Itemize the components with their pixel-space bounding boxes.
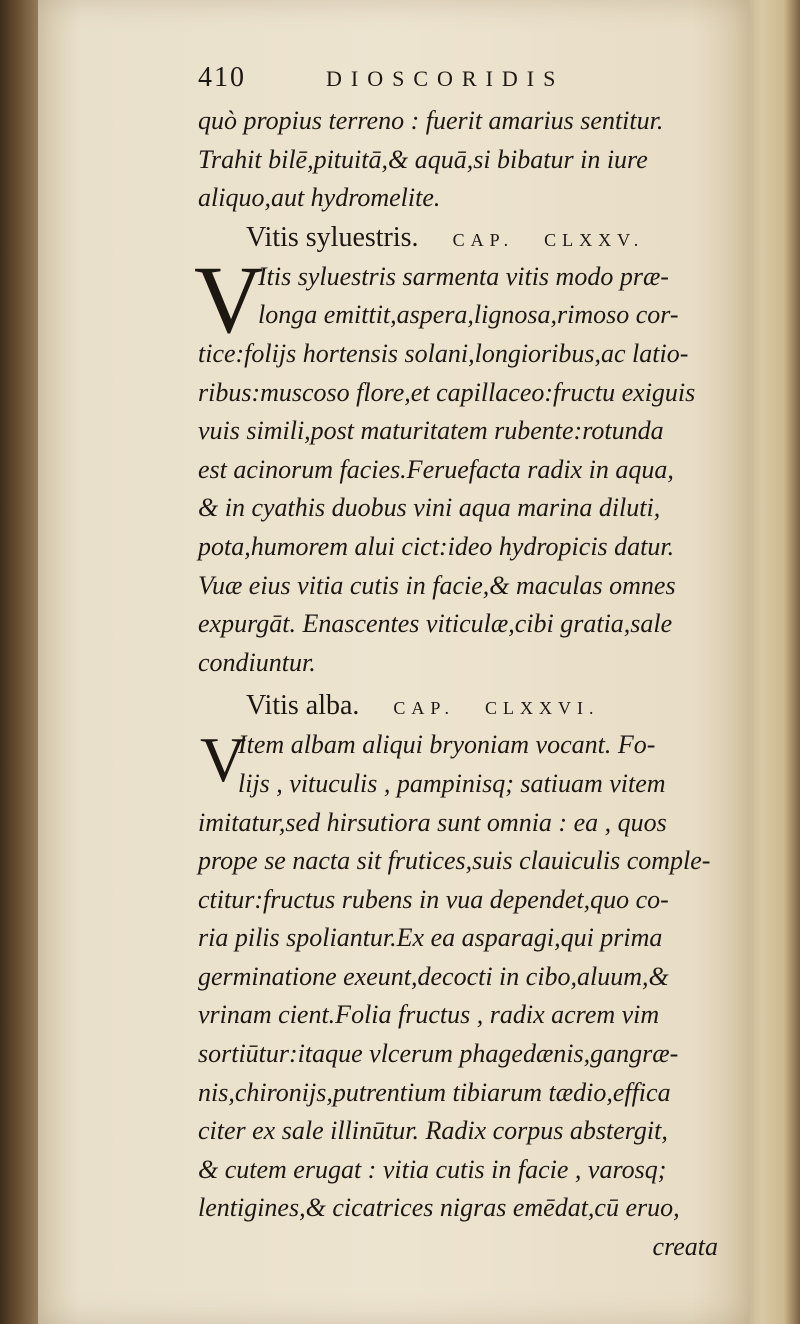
text-line: lentigines,& cicatrices nigras emēdat,cū eruo, bbox=[198, 1193, 680, 1223]
text-line: Vuæ eius vitia cutis in facie,& maculas omnes bbox=[198, 570, 676, 600]
text-line: & cutem erugat : vitia cutis in facie , varosq; bbox=[198, 1154, 667, 1184]
text-line: tice:folijs hortensis solani,longioribus,ac latio- bbox=[198, 338, 689, 368]
text-line: nis,chironijs,putrentium tibiarum tædio,effica bbox=[198, 1077, 671, 1107]
text-line: est acinorum facies.Feruefacta radix in aqua, bbox=[198, 454, 674, 484]
chapter-label: CAP. bbox=[452, 229, 515, 250]
paragraph bbox=[198, 726, 768, 1228]
section-heading bbox=[198, 686, 768, 726]
section-title: Vitis syluestris. bbox=[246, 221, 419, 253]
drop-capital: V bbox=[200, 724, 247, 796]
text-line: germinatione exeunt,decocti in cibo,aluum,& bbox=[198, 961, 669, 991]
chapter-number: CLXXVI. bbox=[484, 698, 600, 719]
text-line: sortiūtur:itaque vlcerum phagedænis,gangræ- bbox=[198, 1039, 679, 1069]
chapter-label: CAP. bbox=[393, 698, 455, 719]
section-title: Vitis alba. bbox=[246, 690, 360, 722]
text-line: ctitur:fructus rubens in vua dependet,quo co- bbox=[198, 884, 669, 914]
text-line: expurgāt. Enascentes viticulæ,cibi gratia,sale bbox=[198, 609, 673, 639]
page-number: 410 bbox=[198, 62, 246, 93]
text-block bbox=[194, 62, 768, 1267]
text-line: Item albam aliqui bryoniam vocant. Fo- bbox=[238, 730, 656, 760]
text-line: vrinam cient.Folia fructus , radix acrem vim bbox=[198, 1000, 660, 1030]
paragraph bbox=[194, 245, 768, 683]
text-line: prope se nacta sit frutices,suis clauiculis comple- bbox=[198, 846, 711, 876]
drop-capital: V bbox=[194, 245, 264, 353]
running-title: DIOSCORIDIS bbox=[326, 66, 565, 91]
text-line: vuis simili,post maturitatem rubente:rotunda bbox=[198, 416, 664, 446]
text-line: imitatur,sed hirsutiora sunt omnia : ea , quos bbox=[198, 807, 667, 837]
text-line: longa emittit,aspera,lignosa,rimoso cor- bbox=[258, 300, 679, 330]
catchword: creata bbox=[652, 1232, 718, 1262]
text-line: pota,humorem alui cict:ideo hydropicis datur. bbox=[198, 531, 675, 561]
text-line: quò propius terreno : fuerit amarius sentitur. bbox=[198, 106, 664, 135]
text-line: condiuntur. bbox=[198, 647, 316, 677]
chapter-number: CLXXV. bbox=[544, 229, 645, 250]
book-page bbox=[38, 0, 750, 1324]
text-line: Itis syluestris sarmenta vitis modo præ- bbox=[258, 261, 669, 291]
text-line: citer ex sale illinūtur. Radix corpus abstergit, bbox=[198, 1116, 668, 1146]
book-binding bbox=[0, 0, 42, 1324]
text-line: ribus:muscoso flore,et capillaceo:fructu exiguis bbox=[198, 377, 696, 407]
text-line: & in cyathis duobus vini aqua marina diluti, bbox=[198, 493, 661, 523]
text-line: lijs , vituculis , pampinisq; satiuam vitem bbox=[238, 768, 666, 798]
text-line: Trahit bilē,pituitā,& aquā,si bibatur in iure bbox=[198, 144, 648, 174]
text-line: aliquo,aut hydromelite. bbox=[198, 183, 441, 213]
page-header bbox=[198, 62, 768, 102]
text-line: ria pilis spoliantur.Ex ea asparagi,qui prima bbox=[198, 923, 663, 953]
section-heading bbox=[198, 218, 768, 258]
